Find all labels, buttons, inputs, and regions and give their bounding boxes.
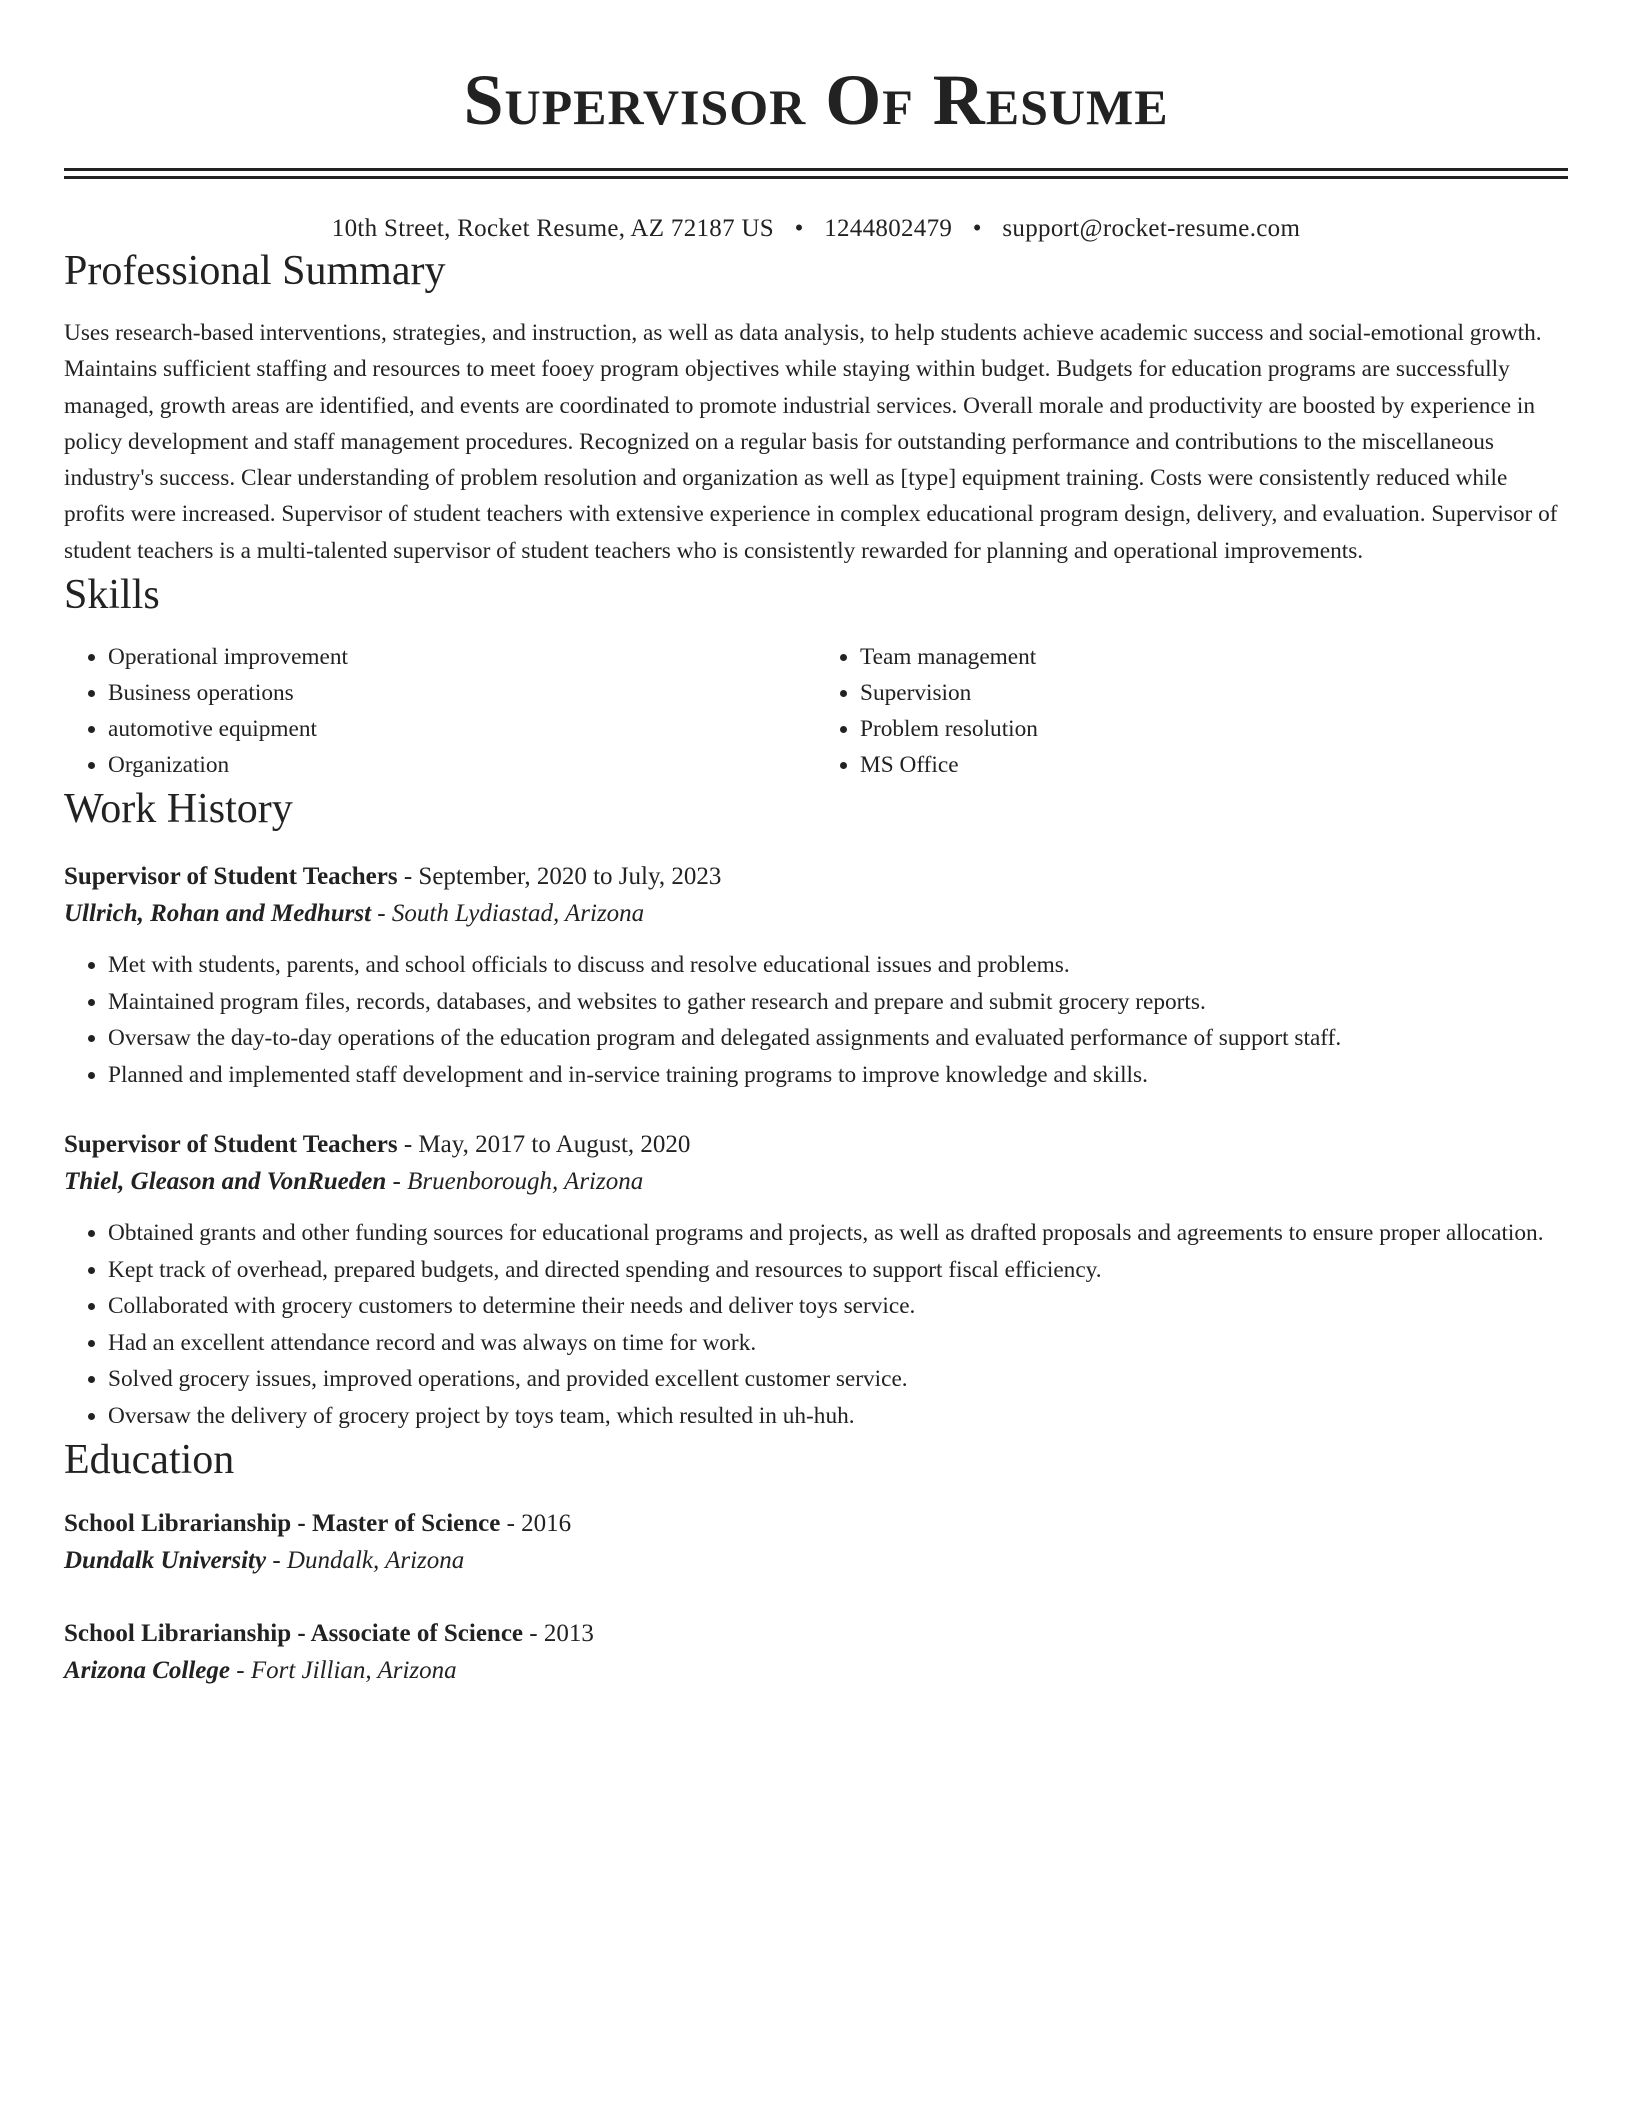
job-entry	[64, 1127, 1568, 1434]
job-bullet: • Obtained grants and other funding sources for educational programs and projects, as well as drafted proposals and agreements to ensure proper allocation.	[108, 1215, 1568, 1252]
education-entry	[64, 1616, 1568, 1690]
education-degree: School Librarianship - Associate of Science	[64, 1620, 524, 1648]
education-degree: School Librarianship - Master of Science	[64, 1510, 501, 1538]
job-bullet: • Met with students, parents, and school officials to discuss and resolve educational issues and problems.	[108, 947, 1568, 984]
skills-list	[64, 639, 1568, 783]
job-header	[64, 859, 1568, 895]
education-heading: Education	[64, 1437, 235, 1484]
skill-item: • Problem resolution	[860, 711, 1568, 747]
contact-separator: •	[794, 215, 804, 242]
contact-separator: •	[972, 215, 982, 242]
job-bullet: • Oversaw the delivery of grocery project by toys team, which resulted in uh-huh.	[108, 1398, 1568, 1435]
skill-item: • Team management	[860, 639, 1568, 675]
contact-phone: 1244802479	[824, 215, 953, 242]
job-title: Supervisor of Student Teachers	[64, 1131, 398, 1159]
skill-item: • Organization	[108, 747, 816, 783]
education-year: - 2013	[523, 1620, 594, 1648]
summary-heading: Professional Summary	[64, 248, 446, 294]
job-bullets	[64, 1215, 1568, 1434]
work-history-heading: Work History	[64, 786, 293, 833]
education-header	[64, 1506, 1568, 1542]
contact-email: support@rocket-resume.com	[1002, 215, 1301, 242]
education-entry	[64, 1506, 1568, 1580]
contact-line	[64, 213, 1568, 245]
skill-item: • Business operations	[108, 675, 816, 711]
job-bullet: • Kept track of overhead, prepared budgets, and directed spending and resources to support fiscal efficiency.	[108, 1252, 1568, 1289]
resume-name: Supervisor Of Resume	[463, 60, 1169, 140]
job-bullet: • Solved grocery issues, improved operations, and provided excellent customer service.	[108, 1361, 1568, 1398]
job-title: Supervisor of Student Teachers	[64, 863, 398, 891]
skill-item: • automotive equipment	[108, 711, 816, 747]
summary-text: Uses research-based interventions, strategies, and instruction, as well as data analysis, to help students achieve academic success and social-emotional growth. Maintains sufficient staffing and resources to meet fooey program objectives while staying within budget. Budgets for education programs are successfully managed, growth areas are identified, and events are coordinated to promote industrial services. Overall morale and productivity are boosted by experience in policy development and staff management procedures. Recognized on a regular basis for outstanding performance and contributions to the miscellaneous industry's success. Clear understanding of problem resolution and organization as well as [type] equipment training. Costs were consistently reduced while profits were increased. Supervisor of student teachers with extensive experience in complex educational program design, delivery, and evaluation. Supervisor of student teachers is a multi-talented supervisor of student teachers who is consistently rewarded for planning and operational improvements.	[64, 320, 1558, 564]
skill-item: • MS Office	[860, 747, 1568, 783]
education-school-line	[64, 1652, 1568, 1690]
education-header	[64, 1616, 1568, 1652]
job-bullet: • Planned and implemented staff development and in-service training programs to improve knowledge and skills.	[108, 1057, 1568, 1094]
job-bullet: • Collaborated with grocery customers to determine their needs and deliver toys service.	[108, 1288, 1568, 1325]
header-double-rule	[64, 168, 1568, 179]
skill-item: • Supervision	[860, 675, 1568, 711]
job-company-line	[64, 895, 1568, 933]
skill-item: • Operational improvement	[108, 639, 816, 675]
job-company: Ullrich, Rohan and Medhurst	[64, 900, 372, 928]
skills-column-right	[816, 639, 1568, 783]
job-bullet: • Maintained program files, records, databases, and websites to gather research and prepare and submit grocery reports.	[108, 984, 1568, 1021]
job-bullet: • Had an excellent attendance record and was always on time for work.	[108, 1325, 1568, 1362]
job-location: - South Lydiastad, Arizona	[371, 900, 645, 928]
skills-heading: Skills	[64, 572, 160, 619]
education-location: - Dundalk, Arizona	[266, 1547, 465, 1575]
education-location: - Fort Jillian, Arizona	[230, 1657, 457, 1685]
job-bullet: • Oversaw the day-to-day operations of the education program and delegated assignments and evaluated performance of support staff.	[108, 1020, 1568, 1057]
job-entry	[64, 859, 1568, 1093]
job-bullets	[64, 947, 1568, 1093]
education-school-line	[64, 1542, 1568, 1580]
job-company-line	[64, 1163, 1568, 1201]
job-header	[64, 1127, 1568, 1163]
job-company: Thiel, Gleason and VonRueden	[64, 1168, 387, 1196]
job-dates: - September, 2020 to July, 2023	[397, 863, 722, 891]
job-dates: - May, 2017 to August, 2020	[397, 1131, 691, 1159]
job-location: - Bruenborough, Arizona	[386, 1168, 644, 1196]
education-year: - 2016	[500, 1510, 572, 1538]
education-school: Arizona College	[64, 1657, 230, 1685]
education-school: Dundalk University	[64, 1547, 267, 1575]
contact-address: 10th Street, Rocket Resume, AZ 72187 US	[331, 215, 775, 242]
skills-column-left	[64, 639, 816, 783]
